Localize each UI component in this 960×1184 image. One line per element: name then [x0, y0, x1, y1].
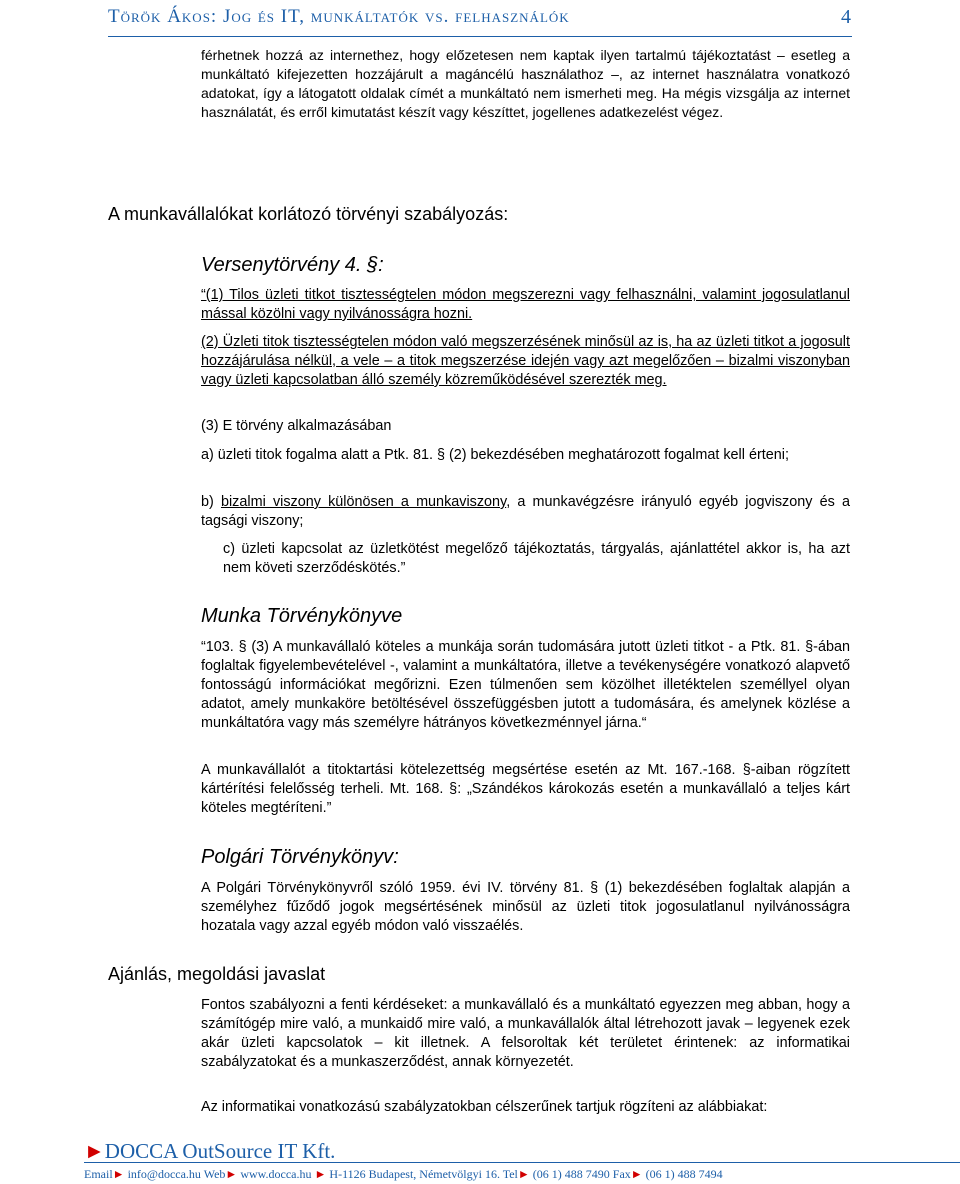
web-label: Web	[203, 1167, 226, 1181]
versenytorveny-para-2: (2) Üzleti titok tisztességtelen módon való megszerzésének minősül az is, ha az üzleti titkot a jogosult hozzájárulása nélkül, a vele – a titok megszerzése idején vagy azt megelőzően – bizalmi viszonyban vagy üzleti kapcsolatban álló személy közreműködésével szerezték meg.	[201, 334, 850, 388]
triangle-marker-icon: ►	[225, 1167, 238, 1181]
fax-number: (06 1) 488 7494	[645, 1167, 723, 1181]
triangle-marker-icon: ►	[84, 1139, 105, 1163]
web-link[interactable]: www.docca.hu	[240, 1167, 312, 1181]
header-title: Török Ákos: Jog és IT, munkáltatók vs. felhasználók	[108, 6, 570, 27]
versenytorveny-para-3: (3) E törvény alkalmazásában	[201, 418, 392, 434]
ptk-para-1: A Polgári Törvénykönyvről szóló 1959. évi IV. törvény 81. § (1) bekezdésében foglaltak alapján a személyhez fűződő jogok megsértésének minősül az üzleti titok jogosulatlanul nyilvánosságra hozatala vagy azzal egyéb módon való visszaélés.	[201, 880, 850, 934]
email-label: Email	[84, 1167, 113, 1181]
fax-label: Fax	[612, 1167, 631, 1181]
address-text: H-1126 Budapest, Németvölgyi 16.	[329, 1167, 500, 1181]
versenytorveny-para-6: c) üzleti kapcsolat az üzletkötést megelőző tájékoztatás, tárgyalás, ajánlattétel akkor is, ha azt nem követi szerződéskötés.”	[223, 541, 850, 576]
recommendation-para-1: Fontos szabályozni a fenti kérdéseket: a munkavállaló és a munkáltató egyezzen meg abban, hogy a számítógép mire való, a munkaidő mire való, a munkavállalók által létrehozott javak – legyenek ezek akár üzleti kapcsolatok – kit illetnek. A felsoroltak két területet érintenek: az informatikai szabályzatokat és a munkaszerződést, annak környezetét.	[201, 997, 850, 1070]
tel-label: Tel	[502, 1167, 518, 1181]
para-5-underlined: bizalmi viszony különösen a munkaviszony	[220, 494, 507, 510]
triangle-marker-icon: ►	[517, 1167, 530, 1181]
page-number: 4	[841, 6, 852, 28]
page-header	[108, 6, 852, 34]
footer-brand	[84, 1139, 335, 1164]
footer-divider	[84, 1162, 960, 1163]
triangle-marker-icon: ►	[630, 1167, 643, 1181]
para-5-suffix: , a munkavégzésre irányuló egyéb jogviszony és a tagsági viszony;	[201, 494, 851, 529]
triangle-marker-icon: ►	[112, 1167, 125, 1181]
versenytorveny-para-5	[201, 493, 850, 531]
tel-number: (06 1) 488 7490	[532, 1167, 610, 1181]
section-heading-legal: A munkavállalókat korlátozó törvényi szabályozás:	[108, 204, 509, 224]
email-link[interactable]: info@docca.hu	[127, 1167, 201, 1181]
mt-para-1: “103. § (3) A munkavállaló köteles a munkája során tudomására jutott üzleti titkot - a Ptk. 81. §-ában foglaltak figyelembevételével -, valamint a munkáltatóra, illetve a tevékenységére vonatkozó alapvető fontosságú információkat megőrizni. Ezen túlmenően sem közölhet illetéktelen személlyel olyan adatot, amely munkaköre betöltésével összefüggésben jutott a tudomására, és amelynek közlése a munkáltatóra vagy más személyre hátrányos következménnyel járna.“	[201, 639, 850, 731]
triangle-marker-icon: ►	[314, 1167, 327, 1181]
recommendation-para-2: Az informatikai vonatkozású szabályzatokban célszerűnek tartjuk rögzíteni az alábbiakat:	[201, 1099, 768, 1115]
versenytorveny-para-4: a) üzleti titok fogalma alatt a Ptk. 81. § (2) bekezdésében meghatározott fogalmat kell érteni;	[201, 447, 789, 463]
intro-paragraph: férhetnek hozzá az internethez, hogy előzetesen nem kaptak ilyen tartalmú tájékoztatást – esetleg a munkáltató kifejezetten hozzájárult a magáncélú használathoz –, az internet használatra vonatkozó adatokat, így a látogatott oldalak címét a munkáltató nem ismerheti meg. Ha mégis vizsgálja az internet használatát, és erről kimutatást készít vagy készíttet, jogellenes adatkezelést végez.	[201, 47, 850, 120]
mt-para-2: A munkavállalót a titoktartási kötelezettség megsértése esetén az Mt. 167.-168. §-aiban rögzített kártérítési felelősség terheli. Mt. 168. §: „Szándékos károkozás esetén a munkavállaló a teljes kárt köteles megtéríteni.”	[201, 762, 850, 816]
brand-name: DOCCA OutSource IT Kft.	[104, 1139, 336, 1163]
para-5-prefix: b)	[201, 494, 221, 510]
heading-versenytorveny: Versenytörvény 4. §:	[201, 254, 384, 276]
section-heading-recommendation: Ajánlás, megoldási javaslat	[108, 964, 326, 984]
versenytorveny-para-1: “(1) Tilos üzleti titkot tisztességtelen módon megszerezni vagy felhasználni, valamint jogosulatlanul mással közölni vagy nyilvánosságra hozni.	[201, 287, 850, 322]
footer-contact	[84, 1167, 960, 1182]
heading-munka-torvenykonyve: Munka Törvénykönyve	[201, 605, 403, 627]
header-divider	[108, 36, 852, 37]
heading-polgari-torvenykonyv: Polgári Törvénykönyv:	[201, 846, 399, 868]
